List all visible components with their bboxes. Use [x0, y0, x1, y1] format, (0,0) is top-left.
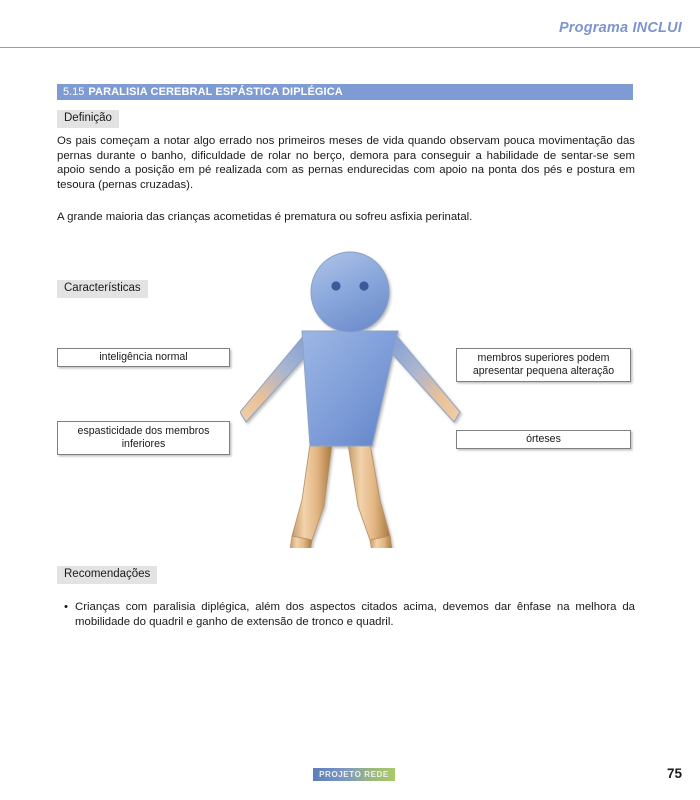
figure-head	[311, 252, 389, 332]
figure-left-eye	[331, 281, 340, 290]
figure-left-leg	[292, 444, 332, 540]
section-title-text: PARALISIA CEREBRAL ESPÁSTICA DIPLÉGICA	[88, 85, 343, 98]
label-recomendacoes: Recomendações	[57, 566, 157, 584]
page-number: 75	[666, 766, 682, 781]
callout-inteligencia-normal: inteligência normal	[57, 348, 230, 367]
figure-torso	[302, 331, 398, 446]
figure-right-leg	[348, 444, 390, 540]
recommendation-item	[57, 600, 635, 629]
stick-figure-svg	[240, 248, 470, 548]
footer-logo	[313, 768, 395, 781]
header-divider	[0, 47, 700, 48]
definicao-paragraph-1: Os pais começam a notar algo errado nos primeiros meses de vida quando observam pouca movimentação das pernas durante o banho, dificuldade de rolar no berço, demora para conseguir a habilidade de sentar-se sem apoio sendo a posição em pé realizada com as pernas endurecidas com apoio na ponta dos pés e postura em tesoura (pernas cruzadas).	[57, 135, 635, 191]
figure-right-arm	[386, 334, 460, 422]
bullet-marker: •	[64, 601, 68, 613]
callout-orteses: órteses	[456, 430, 631, 449]
label-caracteristicas: Características	[57, 280, 148, 298]
page-header	[0, 0, 700, 48]
callout-espasticidade-membros-inferiores: espasticidade dos membros inferiores	[57, 421, 230, 455]
callout-membros-superiores: membros superiores podem apresentar pequena alteração	[456, 348, 631, 382]
recommendation-text: Crianças com paralisia diplégica, além dos aspectos citados acima, devemos dar ênfase na melhora da mobilidade do quadril e ganho de extensão de tronco e quadril.	[75, 601, 635, 628]
definicao-paragraph-2: A grande maioria das crianças acometidas é prematura ou sofreu asfixia perinatal.	[57, 211, 473, 223]
footer-logo-text: PROJETO REDE	[319, 769, 389, 779]
figure-stick-figure	[240, 248, 470, 548]
figure-right-eye	[359, 281, 368, 290]
section-title-bar	[57, 84, 633, 100]
section-number: 5.15	[63, 85, 85, 98]
label-definicao: Definição	[57, 110, 119, 128]
header-program-title: Programa INCLUI	[558, 20, 682, 36]
